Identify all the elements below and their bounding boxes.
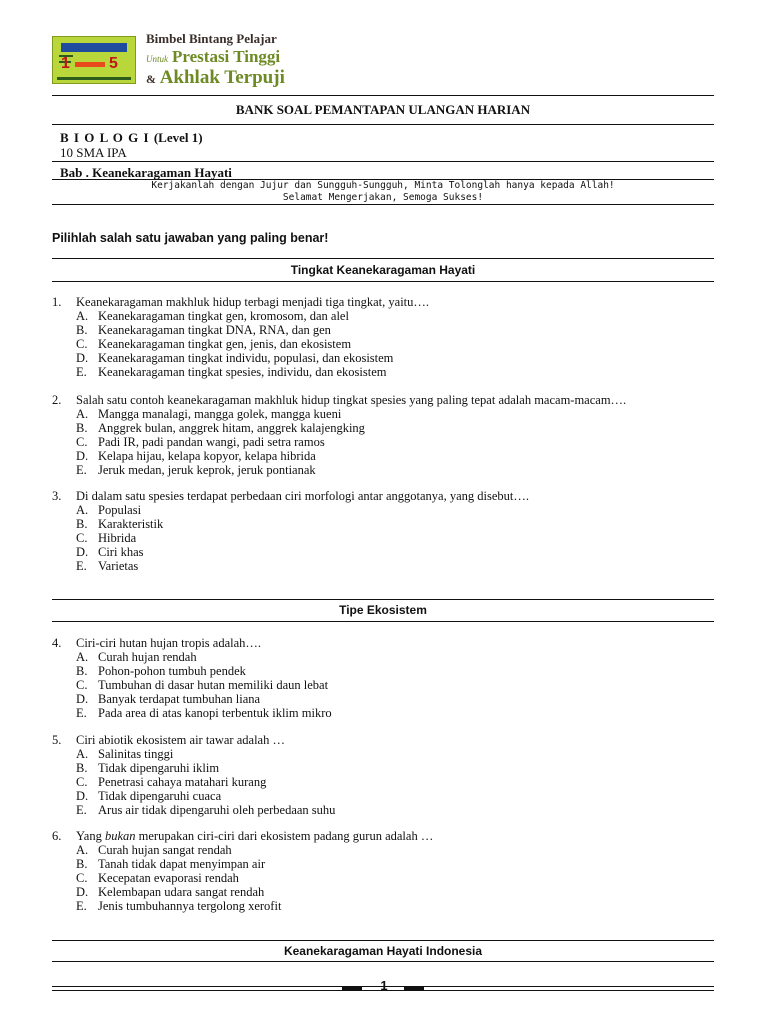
question-number: 2.	[52, 393, 62, 407]
option-d: D. Ciri khas	[76, 545, 144, 559]
question-3	[52, 489, 714, 573]
option-d: D. Banyak terdapat tumbuhan liana	[76, 692, 261, 706]
option-e: E. Jenis tumbuhannya tergolong xerofit	[76, 899, 282, 913]
section-divider	[52, 940, 714, 941]
section-title-tingkat: Tingkat Keanekaragaman Hayati	[290, 263, 476, 277]
subject-level: (Level 1)	[153, 130, 203, 145]
option-c: C. Keanekaragaman tingkat gen, jenis, dan ekosistem	[76, 337, 352, 351]
section-divider	[52, 961, 714, 962]
option-a: A. Curah hujan sangat rendah	[76, 843, 232, 857]
question-number: 6.	[52, 829, 62, 843]
option-e: E. Keanekaragaman tingkat spesies, individu, dan ekosistem	[76, 365, 387, 379]
section-title-ekosistem: Tipe Ekosistem	[339, 603, 427, 617]
logo-banner	[61, 43, 127, 52]
question-number: 1.	[52, 295, 62, 309]
chapter-label: Bab . Keanekaragaman Hayati	[60, 165, 232, 180]
option-d: D. Keanekaragaman tingkat individu, populasi, dan ekosistem	[76, 351, 394, 365]
emphasis-bukan: bukan	[104, 829, 136, 843]
option-e: E. Jeruk medan, jeruk keprok, jeruk pontianak	[76, 463, 316, 477]
question-text: Di dalam satu spesies terdapat perbedaan ciri morfologi antar anggotanya, yang disebut….	[76, 489, 529, 503]
option-a: A. Mangga manalagi, mangga golek, mangga kueni	[76, 407, 342, 421]
question-text: Keanekaragaman makhluk hidup terbagi menjadi tiga tingkat, yaitu….	[76, 295, 430, 309]
divider	[52, 124, 714, 125]
section-divider	[52, 599, 714, 600]
option-d: D. Kelembapan udara sangat rendah	[76, 885, 265, 899]
option-b: B. Anggrek bulan, anggrek hitam, anggrek kalajengking	[76, 421, 365, 435]
option-b: B. Tidak dipengaruhi iklim	[76, 761, 220, 775]
option-a: A. Populasi	[76, 503, 142, 517]
page-number: 1	[380, 978, 388, 993]
option-a: A. Salinitas tinggi	[76, 747, 174, 761]
question-number: 3.	[52, 489, 62, 503]
option-b: B. Tanah tidak dapat menyimpan air	[76, 857, 266, 871]
class-label: 10 SMA IPA	[60, 145, 127, 160]
section-divider	[52, 621, 714, 622]
option-b: B. Pohon-pohon tumbuh pendek	[76, 664, 246, 678]
option-c: C. Padi IR, padi pandan wangi, padi setra ramos	[76, 435, 325, 449]
motto-line-2: Selamat Mengerjakan, Semoga Sukses!	[282, 192, 484, 203]
section-divider	[52, 281, 714, 282]
question-2	[52, 393, 714, 477]
question-text: Ciri-ciri hutan hujan tropis adalah….	[76, 636, 262, 650]
question-text: Yang bukan merupakan ciri-ciri dari ekosistem padang gurun adalah …	[76, 829, 434, 843]
footer-ornament	[342, 986, 362, 990]
tagline-second: Akhlak Terpuji	[159, 67, 285, 88]
divider	[52, 204, 714, 205]
option-c: C. Kecepatan evaporasi rendah	[76, 871, 239, 885]
logo-emblem	[52, 36, 136, 84]
option-e: E. Arus air tidak dipengaruhi oleh perbedaan suhu	[76, 803, 336, 817]
question-text: Ciri abiotik ekosistem air tawar adalah …	[76, 733, 285, 747]
question-6	[52, 829, 714, 913]
option-c: C. Penetrasi cahaya matahari kurang	[76, 775, 267, 789]
brand-name: Bimbel Bintang Pelajar	[146, 31, 277, 46]
brand-block	[146, 32, 285, 87]
logo-number-1: 1	[61, 54, 70, 72]
tagline-amp: &	[146, 72, 156, 86]
header-logo	[52, 32, 285, 87]
option-b: B. Karakteristik	[76, 517, 164, 531]
section-title-indonesia: Keanekaragaman Hayati Indonesia	[283, 944, 483, 958]
subject-name: B I O L O G I	[60, 130, 150, 145]
option-d: D. Tidak dipengaruhi cuaca	[76, 789, 222, 803]
logo-number-5: 5	[109, 54, 118, 72]
document-title: BANK SOAL PEMANTAPAN ULANGAN HARIAN	[235, 102, 531, 117]
question-1	[52, 295, 714, 379]
instruction-text: Pilihlah salah satu jawaban yang paling benar!	[52, 231, 329, 245]
question-text: Salah satu contoh keanekaragaman makhluk hidup tingkat spesies yang paling tepat adalah macam-macam….	[76, 393, 627, 407]
option-a: A. Curah hujan rendah	[76, 650, 197, 664]
option-c: C. Tumbuhan di dasar hutan memiliki daun lebat	[76, 678, 329, 692]
footer-ornament	[404, 986, 424, 990]
divider	[52, 161, 714, 162]
option-d: D. Kelapa hijau, kelapa kopyor, kelapa hibrida	[76, 449, 316, 463]
question-5	[52, 733, 714, 817]
option-c: C. Hibrida	[76, 531, 137, 545]
question-number: 5.	[52, 733, 62, 747]
subject-line	[60, 130, 203, 146]
section-divider	[52, 258, 714, 259]
divider	[52, 95, 714, 96]
question-number: 4.	[52, 636, 62, 650]
motto-line-1: Kerjakanlah dengan Jujur dan Sungguh-Sungguh, Minta Tolonglah hanya kepada Allah!	[151, 180, 615, 191]
option-b: B. Keanekaragaman tingkat DNA, RNA, dan gen	[76, 323, 331, 337]
tagline-prefix: Untuk	[146, 54, 168, 64]
option-a: A. Keanekaragaman tingkat gen, kromosom, dan alel	[76, 309, 349, 323]
question-4	[52, 636, 714, 720]
option-e: E. Pada area di atas kanopi terbentuk iklim mikro	[76, 706, 332, 720]
option-e: E. Varietas	[76, 559, 139, 573]
tagline-main: Prestasi Tinggi	[172, 47, 281, 66]
